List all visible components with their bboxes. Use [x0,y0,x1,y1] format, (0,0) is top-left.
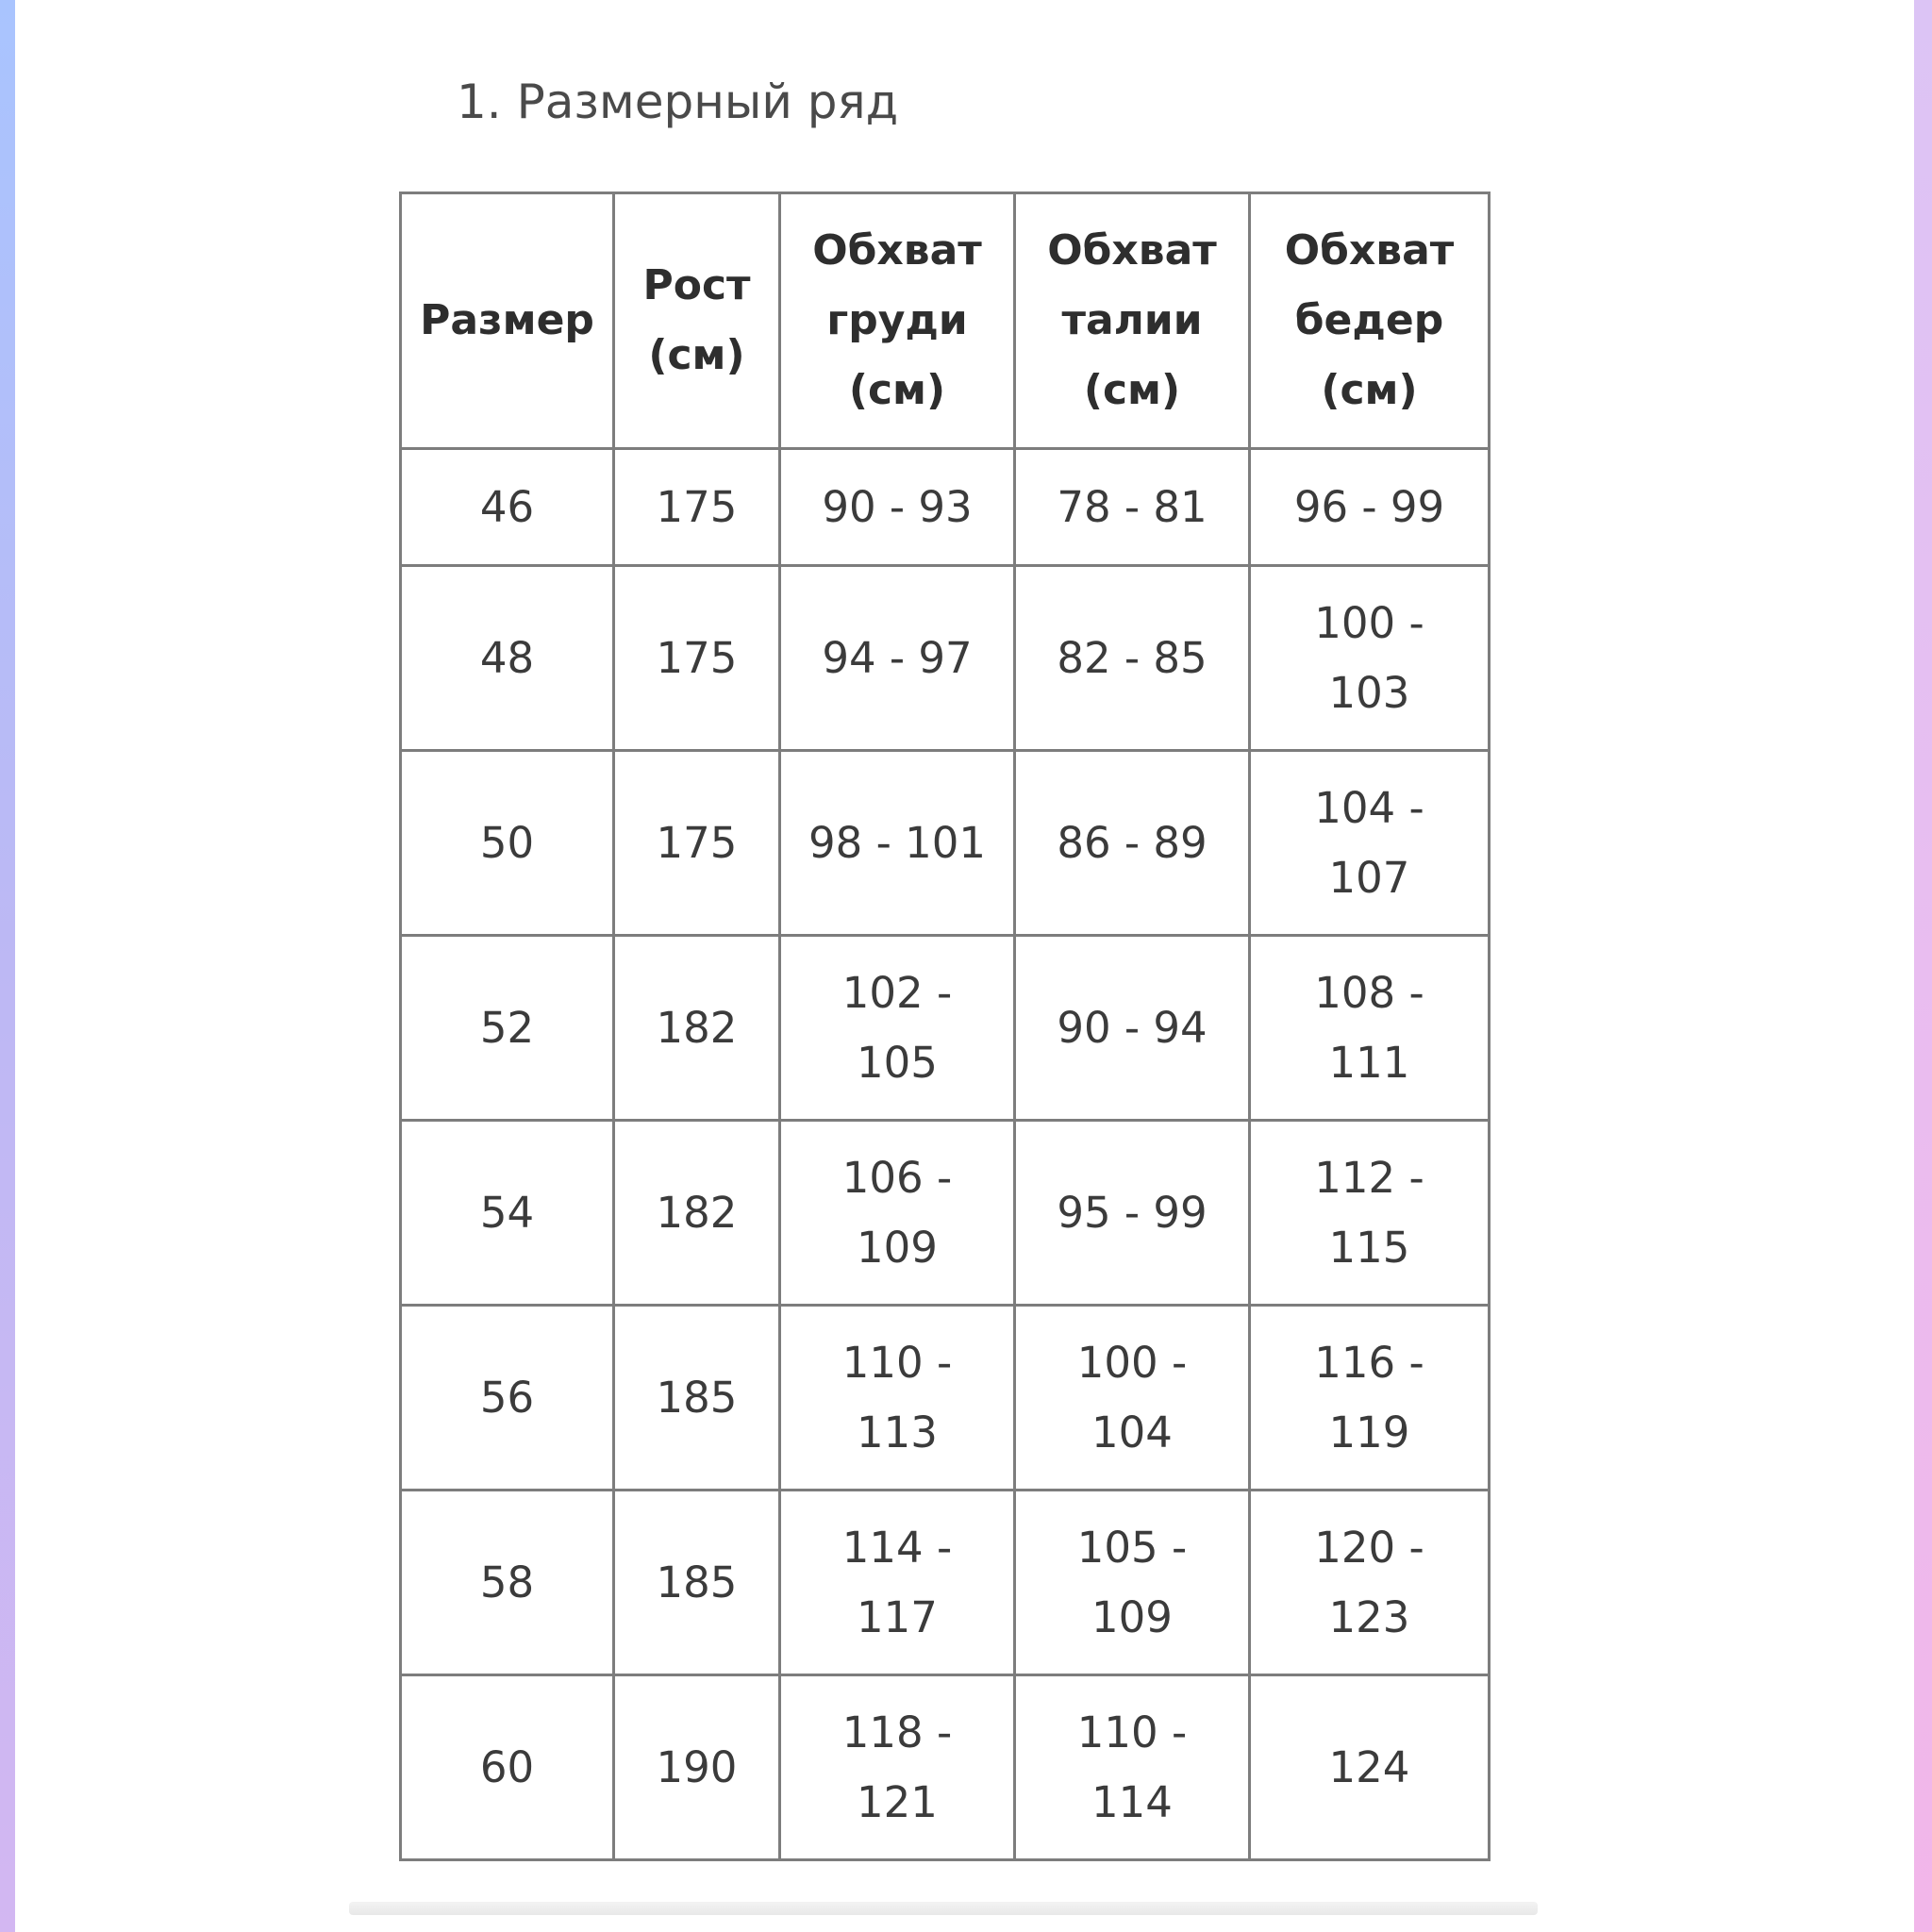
cell-hips [1250,1491,1490,1675]
cell-text: 182 [656,1187,738,1238]
cell-text: 109 [857,1222,938,1273]
table-row [401,449,1490,566]
cell-text: 121 [857,1776,938,1827]
cell-chest [780,1491,1015,1675]
left-gradient-border [0,0,15,1932]
cell-chest [780,566,1015,751]
cell-text: 107 [1328,852,1410,903]
cell-text: 111 [1328,1037,1410,1088]
cell-text: 182 [656,1002,738,1053]
header-size: Размер [401,193,614,449]
cell-chest [780,1121,1015,1306]
cell-text: 109 [1091,1591,1173,1642]
cell-hips [1250,1121,1490,1306]
cell-hips [1250,566,1490,751]
cell-text: 104 - [1314,782,1424,833]
table-header-row [401,193,1490,449]
cell-hips [1250,1306,1490,1491]
content-bottom-edge [349,1902,1538,1915]
cell-text: 98 - 101 [808,817,986,868]
cell-size [401,1306,614,1491]
cell-text: 120 - [1314,1522,1424,1573]
header-waist: Обхват талии (см) [1015,193,1250,449]
table-row [401,1675,1490,1860]
cell-text: 114 [1091,1776,1173,1827]
cell-text: 110 - [841,1337,953,1388]
table-row [401,1121,1490,1306]
cell-text: 86 - 89 [1057,817,1208,868]
header-chest: Обхват груди (см) [780,193,1015,449]
cell-chest [780,936,1015,1121]
cell-text: 112 - [1314,1152,1424,1203]
cell-text: 90 - 93 [822,481,973,532]
cell-hips [1250,449,1490,566]
cell-text: 116 - [1314,1337,1424,1388]
cell-height [614,566,780,751]
cell-size [401,1491,614,1675]
cell-text: 46 [479,481,535,532]
cell-size [401,566,614,751]
table-row [401,936,1490,1121]
cell-text: 48 [479,632,535,683]
cell-chest [780,751,1015,936]
cell-text: 96 - 99 [1293,481,1445,532]
cell-waist [1015,936,1250,1121]
cell-text: 100 - [1076,1337,1188,1388]
cell-height [614,751,780,936]
cell-hips [1250,1675,1490,1860]
table-row [401,1306,1490,1491]
cell-text: 78 - 81 [1057,481,1208,532]
cell-text: 108 - [1314,967,1424,1018]
cell-text: 94 - 97 [822,632,973,683]
cell-text: 105 [857,1037,938,1088]
cell-text: 113 [857,1407,938,1457]
cell-size [401,1675,614,1860]
cell-text: 105 - [1076,1522,1188,1573]
cell-text: 117 [857,1591,938,1642]
cell-text: 119 [1328,1407,1410,1457]
size-chart-table [399,192,1491,1861]
cell-text: 175 [656,632,738,683]
cell-text: 60 [479,1741,535,1792]
right-gradient-border [1914,0,1932,1932]
cell-text: 114 - [841,1522,953,1573]
cell-height [614,1306,780,1491]
cell-chest [780,1675,1015,1860]
cell-text: 82 - 85 [1057,632,1208,683]
cell-text: 100 - [1314,597,1424,648]
cell-text: 52 [479,1002,535,1053]
cell-text: 54 [479,1187,535,1238]
cell-waist [1015,1121,1250,1306]
cell-height [614,1675,780,1860]
cell-size [401,1121,614,1306]
cell-hips [1250,936,1490,1121]
cell-chest [780,1306,1015,1491]
cell-text: 50 [479,817,535,868]
header-hips: Обхват бедер (см) [1250,193,1490,449]
cell-text: 175 [656,481,738,532]
cell-text: 124 [1328,1741,1410,1792]
cell-height [614,449,780,566]
cell-chest [780,449,1015,566]
cell-height [614,1491,780,1675]
cell-waist [1015,1675,1250,1860]
cell-text: 58 [479,1557,535,1607]
cell-text: 90 - 94 [1057,1002,1208,1053]
cell-text: 190 [656,1741,738,1792]
table-row [401,751,1490,936]
cell-text: 115 [1328,1222,1410,1273]
cell-text: 175 [656,817,738,868]
table-body [401,449,1490,1860]
cell-waist [1015,751,1250,936]
header-height: Рост (см) [614,193,780,449]
cell-height [614,1121,780,1306]
cell-size [401,449,614,566]
cell-text: 56 [479,1372,535,1423]
cell-waist [1015,566,1250,751]
cell-height [614,936,780,1121]
cell-text: 95 - 99 [1057,1187,1208,1238]
cell-text: 106 - [841,1152,953,1203]
cell-waist [1015,1306,1250,1491]
cell-text: 118 - [841,1707,953,1757]
cell-waist [1015,449,1250,566]
cell-size [401,936,614,1121]
cell-hips [1250,751,1490,936]
table-row [401,566,1490,751]
cell-waist [1015,1491,1250,1675]
cell-text: 104 [1091,1407,1173,1457]
cell-text: 102 - [841,967,953,1018]
cell-text: 110 - [1076,1707,1188,1757]
cell-text: 103 [1328,667,1410,718]
table-row [401,1491,1490,1675]
cell-text: 185 [656,1557,738,1607]
cell-text: 185 [656,1372,738,1423]
section-heading: 1. Размерный ряд [457,75,899,129]
cell-text: 123 [1328,1591,1410,1642]
cell-size [401,751,614,936]
